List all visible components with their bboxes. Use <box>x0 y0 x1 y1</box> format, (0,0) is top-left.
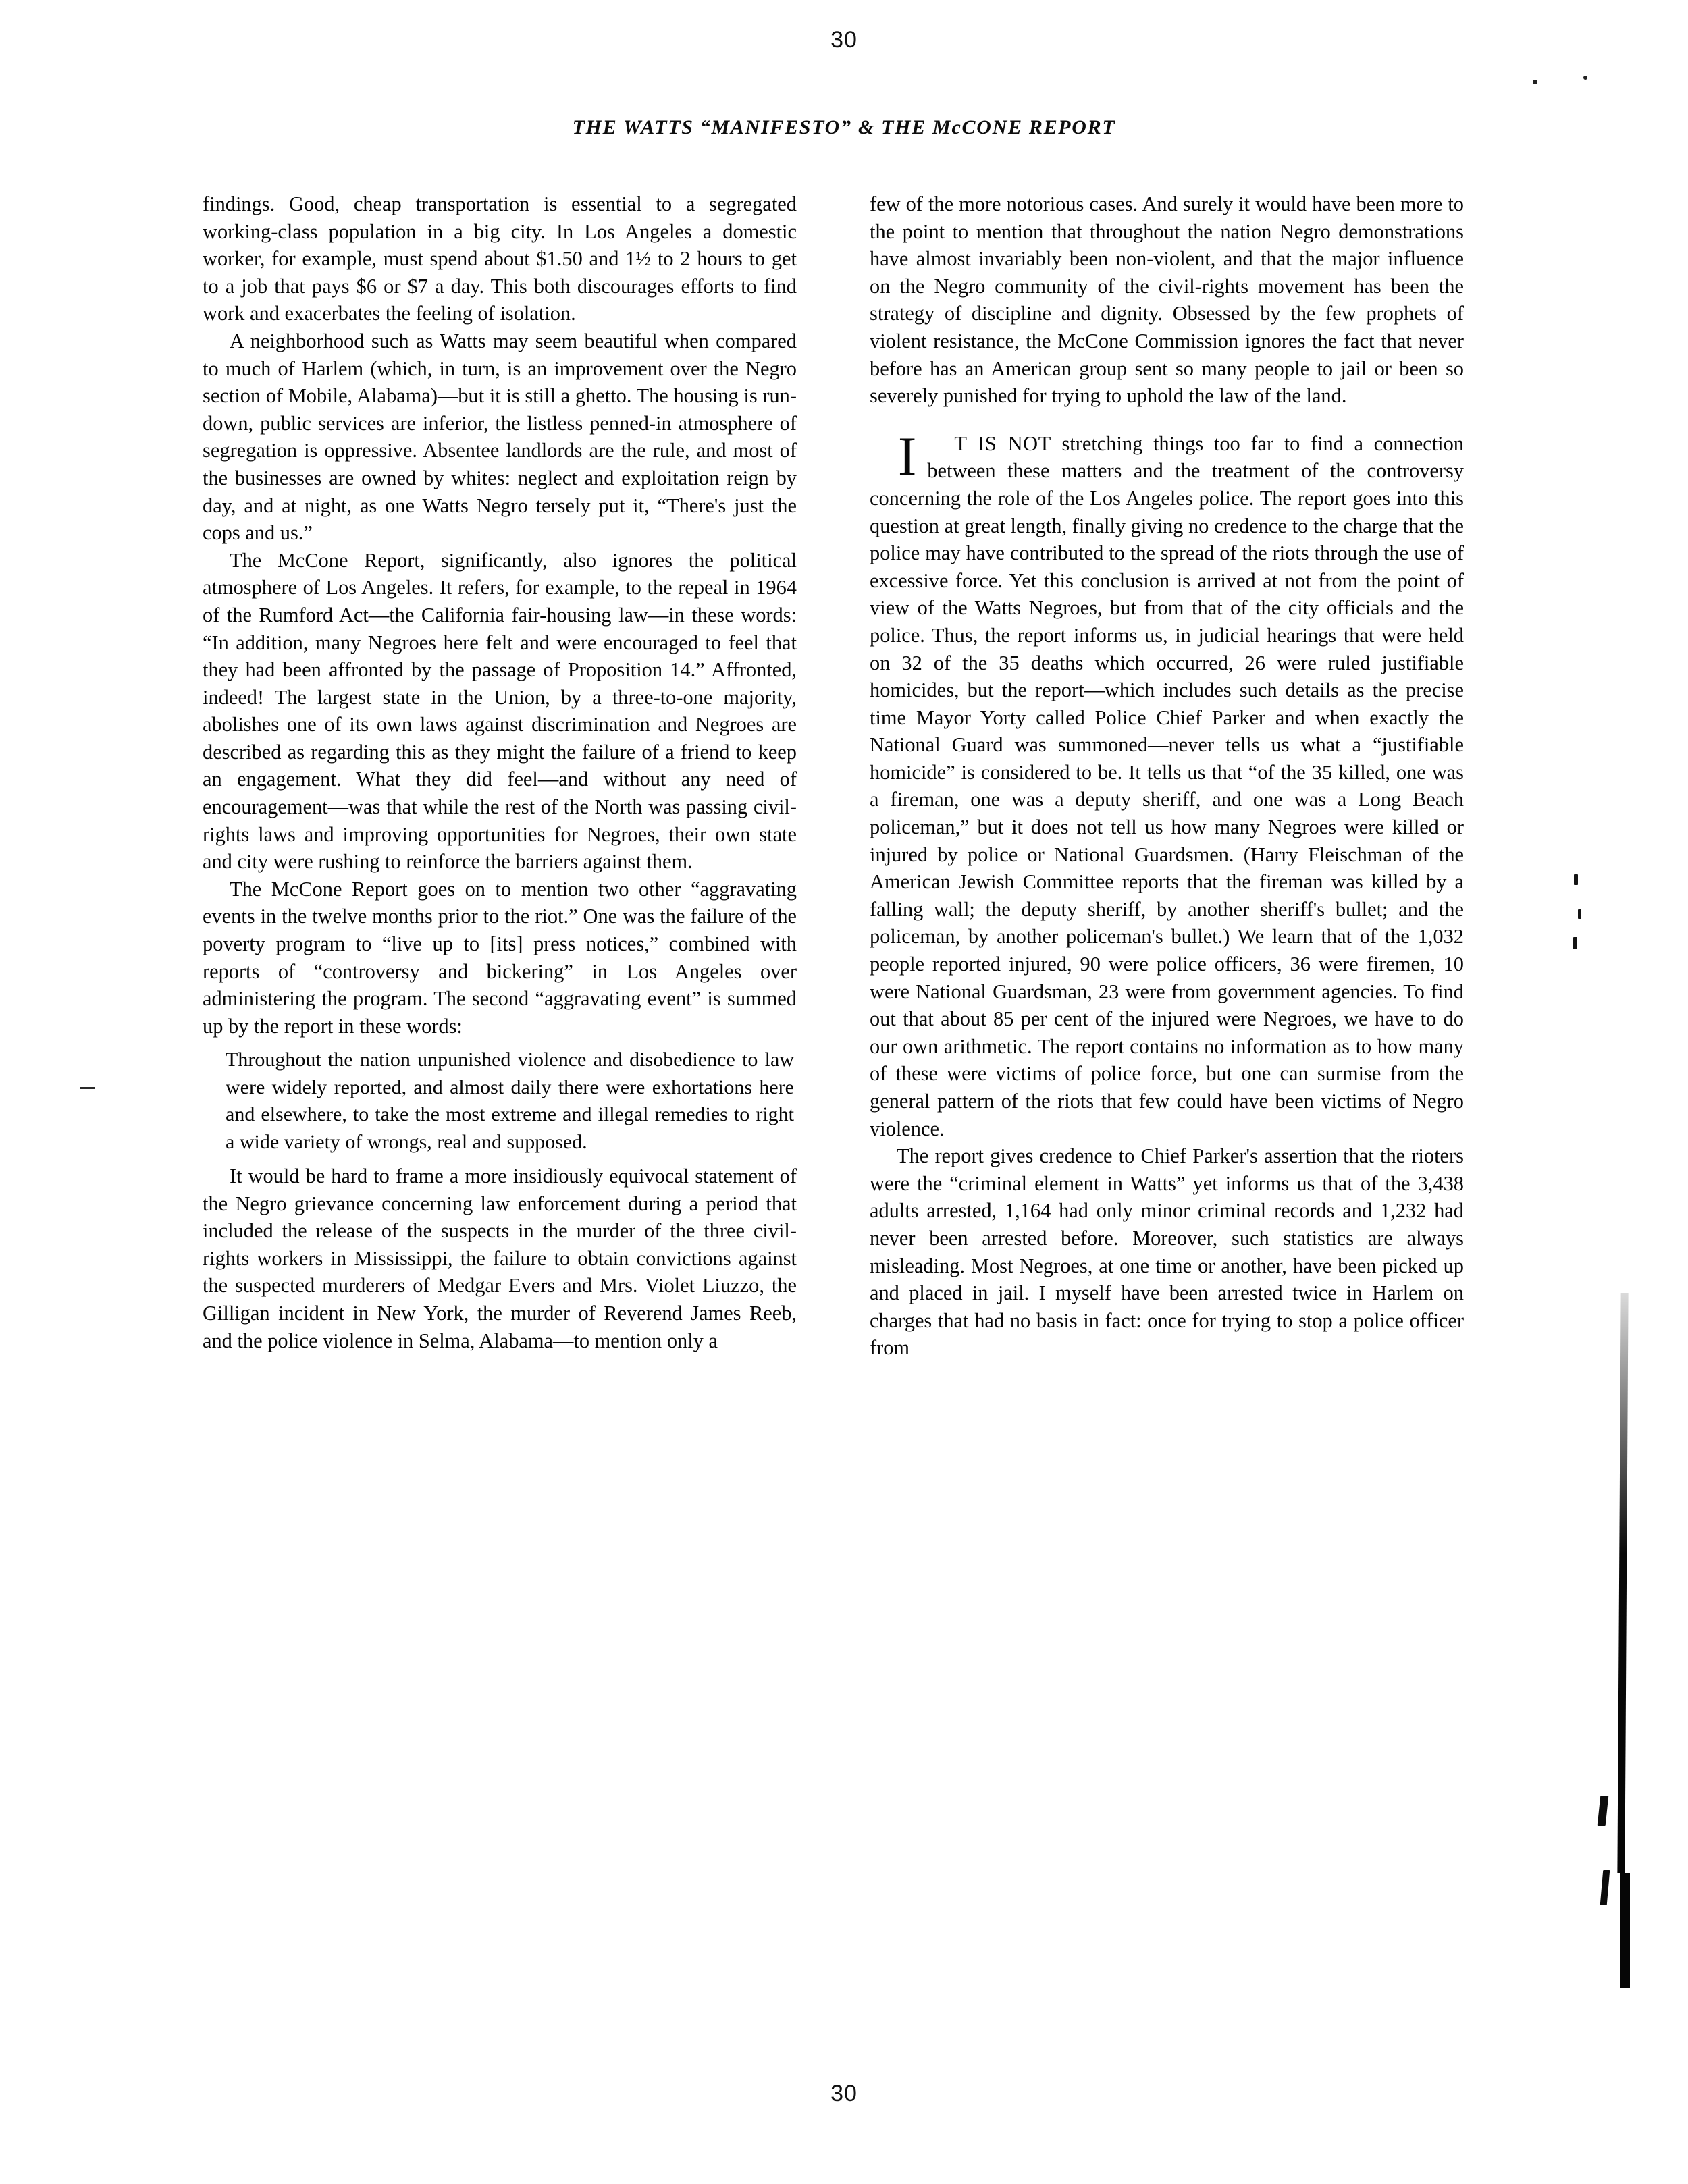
scan-speck-icon <box>1600 1870 1610 1905</box>
paragraph: findings. Good, cheap transportation is essential to a segregated working-class population in a big city. In Los Angeles a domestic worker, for example, must spend about $1.50 and 1½ to 2 hours to get to a job that pays $6 or $7 a day. This both discourages efforts to find work and exacerbates the feeling of isolation. <box>203 192 797 325</box>
paragraph-spacer <box>870 410 1464 430</box>
paragraph-with-dropcap <box>870 425 1464 1142</box>
paragraph-body: stretching things too far to find a connection between these matters and the treatment of the controversy concerning the role of the Los Angeles police. The report goes into this question at great length, finally giving no credence to the charge that the police may have contributed to the spread of the riots through the use of excessive force. Yet this conclusion is arrived at not from the point of view of the Watts Negroes, but from that of the city officials and the police. Thus, the report informs us, in judicial hearings that were held on 32 of the 35 deaths which occurred, 26 were ruled justifiable homicides, but the report—which includes such details as the precise time Mayor Yorty called Police Chief Parker and when exactly the National Guard was summoned—never tells us what a “justifiable homicide” is considered to be. It tells us that “of the 35 killed, one was a fireman, one was a deputy sheriff, and one was a Long Beach policeman,” but it does not tell us how many Negroes were killed or injured by police or National Guardsmen. (Harry Fleischman of the American Jewish Committee reports that the fireman was killed by a falling wall; the deputy sheriff, by another sheriff's bullet; and the policeman, by another policeman's bullet.) We learn that of the 1,032 people reported injured, 90 were police officers, 36 were firemen, 10 were National Guardsman, 23 were from government agencies. To find out that about 85 per cent of the injured were Negroes, we have to do our own arithmetic. The report contains no information as to how many of these were victims of police force, but one can surmise from the general pattern of the riots that few could have been victims of Negro violence. <box>870 431 1464 1140</box>
paragraph: The report gives credence to Chief Parker's assertion that the rioters were the “criminal element in Watts” yet informs us that of the 3,438 adults arrested, 1,164 had only minor criminal records and 1,232 had never been arrested before. Moreover, such statistics are always misleading. Most Negroes, at one time or another, have been picked up and placed in jail. I myself have been arrested twice in Harlem on charges that had no basis in fact: once for trying to stop a police officer from <box>870 1144 1464 1360</box>
text-column-right <box>870 190 1464 1362</box>
paragraph-continued: few of the more notorious cases. And surely it would have been more to the point to mention that throughout the nation Negro demonstrations have almost invariably been non-violent, and that the major influence on the Negro community of the civil-rights movement has been the strategy of discipline and dignity. Obsessed by the few prophets of violent resistance, the McCone Commission ignores the fact that never before has an American group sent so many people to jail or been so severely punished for trying to uphold the law of the land. <box>870 192 1464 408</box>
scan-speck-icon <box>1578 909 1581 919</box>
block-quotation-text: Throughout the nation unpunished violence and disobedience to law were widely reported, and almost daily there were exhortations here and elsewhere, to take the most extreme and illegal remedies to right a wide variety of wrongs, real and supposed. <box>226 1048 794 1153</box>
scan-speck-icon <box>1598 1796 1609 1826</box>
block-quotation <box>203 1046 797 1156</box>
small-caps-lead-in: T IS NOT <box>954 431 1051 455</box>
drop-cap-letter: I <box>898 425 917 487</box>
scan-edge-streak <box>1620 1873 1630 1988</box>
page-number-bottom: 30 <box>830 2081 858 2106</box>
paragraph: The McCone Report, significantly, also ignores the political atmosphere of Los Angeles. It refers, for example, to the repeal in 1964 of the Rumford Act—the California fair-housing law—in these words: “In addition, many Negroes here felt and were encouraged to feel that they had been affronted by the passage of Proposition 14.” Affronted, indeed! The largest state in the Union, by a three-to-one majority, abolishes one of its own laws against discrimination and Negroes are described as regarding this as they might the failure of a friend to keep an engagement. What they did feel—and without any need of encouragement—was that while the rest of the North was passing civil-rights laws and improving opportunities for Negroes, their own state and city were rushing to reinforce the barriers against them. <box>203 548 797 874</box>
running-head: THE WATTS “MANIFESTO” & THE McCONE REPORT <box>572 116 1116 138</box>
scan-speck-icon <box>1573 937 1577 949</box>
scan-mark-icon <box>80 1087 95 1089</box>
paragraph: It would be hard to frame a more insidiously equivocal statement of the Negro grievance concerning law enforcement during a period that included the release of the suspects in the murder of the three civil-rights workers in Mississippi, the failure to obtain convictions against the suspected murderers of Medgar Evers and Mrs. Violet Liuzzo, the Gilligan incident in New York, the murder of Reverend James Reeb, and the police violence in Selma, Alabama—to mention only a <box>203 1165 797 1352</box>
page-number-top: 30 <box>830 27 858 53</box>
paragraph: The McCone Report goes on to mention two other “aggravating events in the twelve months prior to the riot.” One was the failure of the poverty program to “live up to [its] press notices,” combined with reports of “controversy and bickering” in Los Angeles over administering the program. The second “aggravating event” is summed up by the report in these words: <box>203 877 797 1038</box>
scan-speck-icon <box>1574 874 1578 885</box>
paragraph: A neighborhood such as Watts may seem beautiful when compared to much of Harlem (which, in turn, is an improvement over the Negro section of Mobile, Alabama)—but it is still a ghetto. The housing is run-down, public services are inferior, the listless penned-in atmosphere of segregation is oppressive. Absentee landlords are the rule, and most of the businesses are owned by whites: neglect and exploitation reign by day, and at night, as one Watts Negro tersely put it, “There's just the cops and us.” <box>203 329 797 545</box>
scan-speck-icon <box>1583 76 1587 80</box>
scan-speck-icon <box>1533 80 1537 84</box>
text-column-left <box>203 190 797 1354</box>
scan-edge-streak <box>1617 1293 1628 1873</box>
